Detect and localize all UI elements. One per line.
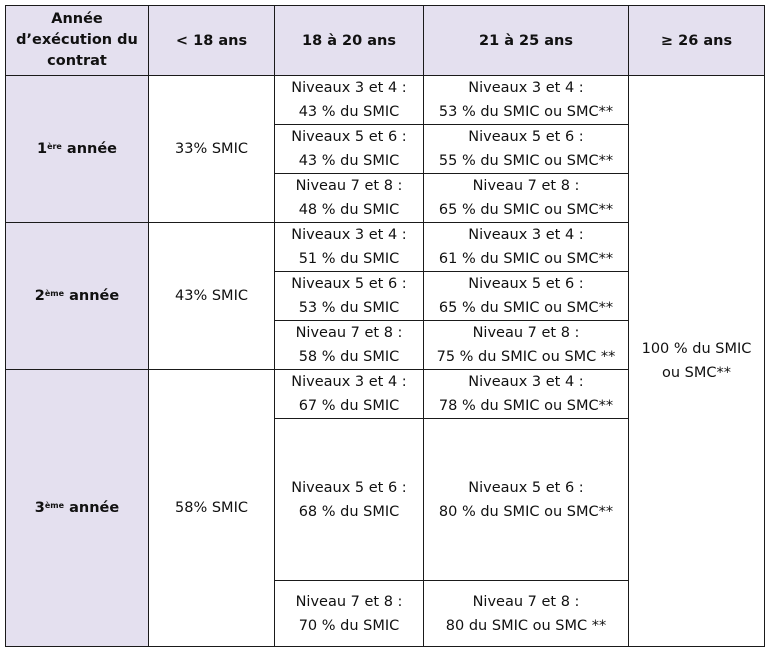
cell-rate: 67 % du SMIC <box>298 398 400 414</box>
cell-18-20 <box>275 174 424 223</box>
header-26-plus: ≥ 26 ans <box>629 6 765 76</box>
cell-level: Niveaux 3 et 4 : <box>468 227 584 243</box>
cell-level: Niveau 7 et 8 : <box>472 593 580 610</box>
cell-21-25 <box>424 419 629 581</box>
header-year-line: Année <box>51 11 103 27</box>
cell-rate: 58 % du SMIC <box>298 349 400 365</box>
cell-rate: 53 % du SMIC ou SMC** <box>438 104 614 120</box>
cell-18-20 <box>275 272 424 321</box>
cell-rate: 65 % du SMIC ou SMC** <box>438 300 614 316</box>
cell-rate: 43 % du SMIC <box>298 153 400 169</box>
year-2-under-18: 43% SMIC <box>149 223 275 370</box>
cell-rate: 80 du SMIC ou SMC ** <box>445 617 607 634</box>
cell-rate: 55 % du SMIC ou SMC** <box>438 153 614 169</box>
cell-18-20 <box>275 370 424 419</box>
cell-rate: 53 % du SMIC <box>298 300 400 316</box>
cell-level: Niveaux 5 et 6 : <box>291 276 407 292</box>
header-18-20: 18 à 20 ans <box>275 6 424 76</box>
cell-rate: 78 % du SMIC ou SMC** <box>438 398 614 414</box>
cell-21-25 <box>424 581 629 647</box>
cell-level: Niveau 7 et 8 : <box>295 325 403 341</box>
cell-rate: 51 % du SMIC <box>298 251 400 267</box>
year-suffix: ère <box>47 142 62 151</box>
year-3-under-18: 58% SMIC <box>149 370 275 647</box>
cell-18-20 <box>275 419 424 581</box>
cell-level: Niveaux 3 et 4 : <box>291 80 407 96</box>
cell-rate: 75 % du SMIC ou SMC ** <box>436 349 616 365</box>
cell-21-25 <box>424 174 629 223</box>
cell-level: Niveaux 3 et 4 : <box>291 227 407 243</box>
cell-21-25 <box>424 321 629 370</box>
cell-21-25 <box>424 370 629 419</box>
cell-rate: 48 % du SMIC <box>298 202 400 218</box>
over-26-line: 100 % du SMIC <box>641 341 752 357</box>
cell-level: Niveaux 5 et 6 : <box>468 479 584 496</box>
cell-level: Niveaux 5 et 6 : <box>468 129 584 145</box>
header-row <box>6 6 765 76</box>
year-3-label <box>6 370 149 647</box>
cell-rate: 68 % du SMIC <box>298 503 400 520</box>
cell-18-20 <box>275 125 424 174</box>
year-number: 3 <box>34 500 45 516</box>
cell-level: Niveau 7 et 8 : <box>295 593 403 610</box>
year-number: 1 <box>36 141 48 157</box>
cell-21-25 <box>424 272 629 321</box>
year-2-label <box>6 223 149 370</box>
year-1-under-18: 33% SMIC <box>149 76 275 223</box>
cell-rate: 80 % du SMIC ou SMC** <box>438 503 614 520</box>
cell-level: Niveaux 5 et 6 : <box>291 479 407 496</box>
header-year-line: contrat <box>47 53 107 69</box>
cell-18-20 <box>275 223 424 272</box>
cell-level: Niveaux 3 et 4 : <box>468 374 584 390</box>
cell-rate: 65 % du SMIC ou SMC** <box>438 202 614 218</box>
year-word: année <box>64 500 120 516</box>
year-word: année <box>64 288 120 304</box>
cell-18-20 <box>275 581 424 647</box>
cell-rate: 70 % du SMIC <box>298 617 400 634</box>
over-26-cell <box>629 76 765 647</box>
cell-level: Niveaux 3 et 4 : <box>291 374 407 390</box>
cell-18-20 <box>275 76 424 125</box>
over-26-line: ou SMC** <box>661 365 731 381</box>
header-year <box>6 6 149 76</box>
cell-18-20 <box>275 321 424 370</box>
cell-level: Niveau 7 et 8 : <box>295 178 403 194</box>
cell-level: Niveau 7 et 8 : <box>472 178 580 194</box>
table-row <box>6 76 765 125</box>
cell-level: Niveaux 5 et 6 : <box>468 276 584 292</box>
cell-level: Niveaux 3 et 4 : <box>468 80 584 96</box>
cell-rate: 43 % du SMIC <box>298 104 400 120</box>
cell-21-25 <box>424 223 629 272</box>
year-suffix: ème <box>44 289 65 298</box>
year-1-label <box>6 76 149 223</box>
cell-21-25 <box>424 76 629 125</box>
cell-rate: 61 % du SMIC ou SMC** <box>438 251 614 267</box>
header-year-line: d’exécution du <box>16 32 138 48</box>
year-suffix: ème <box>44 501 65 510</box>
year-word: année <box>61 141 118 157</box>
cell-level: Niveaux 5 et 6 : <box>291 129 407 145</box>
cell-level: Niveau 7 et 8 : <box>472 325 580 341</box>
header-under-18: < 18 ans <box>149 6 275 76</box>
year-number: 2 <box>34 288 45 304</box>
header-21-25: 21 à 25 ans <box>424 6 629 76</box>
cell-21-25 <box>424 125 629 174</box>
salary-table <box>5 5 765 647</box>
